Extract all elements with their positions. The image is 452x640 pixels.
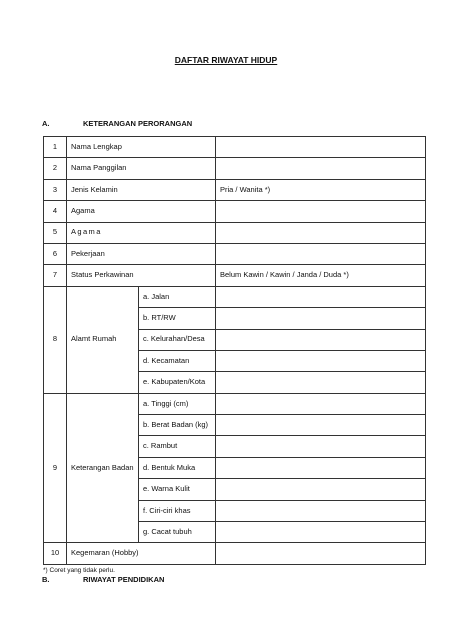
row-value[interactable] (216, 286, 426, 307)
sub-label: d. Bentuk Muka (139, 457, 216, 478)
table-row (44, 543, 426, 564)
sub-label: b. RT/RW (139, 308, 216, 329)
sub-label: b. Berat Badan (kg) (139, 415, 216, 436)
row-label: Agama (67, 201, 216, 222)
row-value[interactable]: Belum Kawin / Kawin / Janda / Duda *) (216, 265, 426, 286)
row-value[interactable] (216, 201, 426, 222)
row-label: Nama Panggilan (67, 158, 216, 179)
row-value[interactable] (216, 543, 426, 564)
table-row (44, 179, 426, 200)
row-value[interactable] (216, 350, 426, 371)
row-number: 9 (44, 393, 67, 543)
table-row (44, 201, 426, 222)
row-label: Status Perkawinan (67, 265, 216, 286)
row-number: 6 (44, 243, 67, 264)
table-row (44, 286, 426, 307)
sub-label: e. Warna Kulit (139, 479, 216, 500)
personal-info-table (43, 136, 426, 565)
row-number: 4 (44, 201, 67, 222)
row-value[interactable] (216, 436, 426, 457)
row-value[interactable] (216, 500, 426, 521)
table-row (44, 137, 426, 158)
row-value[interactable] (216, 457, 426, 478)
section-a-name: KETERANGAN PERORANGAN (83, 119, 193, 128)
table-row (44, 265, 426, 286)
row-value[interactable] (216, 372, 426, 393)
table-row (44, 243, 426, 264)
section-a-letter: A. (42, 119, 50, 128)
sub-label: f. Ciri-ciri khas (139, 500, 216, 521)
row-value[interactable] (216, 393, 426, 414)
table-row (44, 222, 426, 243)
sub-label: c. Kelurahan/Desa (139, 329, 216, 350)
row-number: 3 (44, 179, 67, 200)
row-label: Kegemaran (Hobby) (67, 543, 216, 564)
row-label: Nama Lengkap (67, 137, 216, 158)
row-value[interactable] (216, 415, 426, 436)
row-value[interactable] (216, 329, 426, 350)
row-value[interactable] (216, 222, 426, 243)
sub-label: c. Rambut (139, 436, 216, 457)
row-label: Keterangan Badan (67, 393, 139, 543)
row-number: 7 (44, 265, 67, 286)
sub-label: g. Cacat tubuh (139, 522, 216, 543)
row-value[interactable] (216, 479, 426, 500)
row-value[interactable] (216, 308, 426, 329)
table-row (44, 158, 426, 179)
row-value[interactable]: Pria / Wanita *) (216, 179, 426, 200)
sub-label: a. Tinggi (cm) (139, 393, 216, 414)
sub-label: a. Jalan (139, 286, 216, 307)
row-number: 2 (44, 158, 67, 179)
row-label: Jenis Kelamin (67, 179, 216, 200)
sub-label: e. Kabupaten/Kota (139, 372, 216, 393)
table-row (44, 393, 426, 414)
row-label: Pekerjaan (67, 243, 216, 264)
row-number: 5 (44, 222, 67, 243)
row-number: 1 (44, 137, 67, 158)
row-number: 8 (44, 286, 67, 393)
sub-label: d. Kecamatan (139, 350, 216, 371)
row-value[interactable] (216, 137, 426, 158)
row-value[interactable] (216, 243, 426, 264)
row-label: Alamt Rumah (67, 286, 139, 393)
row-label: Agama (67, 222, 216, 243)
footnote: *) Coret yang tidak perlu. (43, 567, 115, 574)
section-b-name: RIWAYAT PENDIDIKAN (83, 575, 165, 584)
row-value[interactable] (216, 158, 426, 179)
section-b-letter: B. (42, 575, 50, 584)
row-value[interactable] (216, 522, 426, 543)
document-title: DAFTAR RIWAYAT HIDUP (174, 55, 278, 65)
row-number: 10 (44, 543, 67, 564)
